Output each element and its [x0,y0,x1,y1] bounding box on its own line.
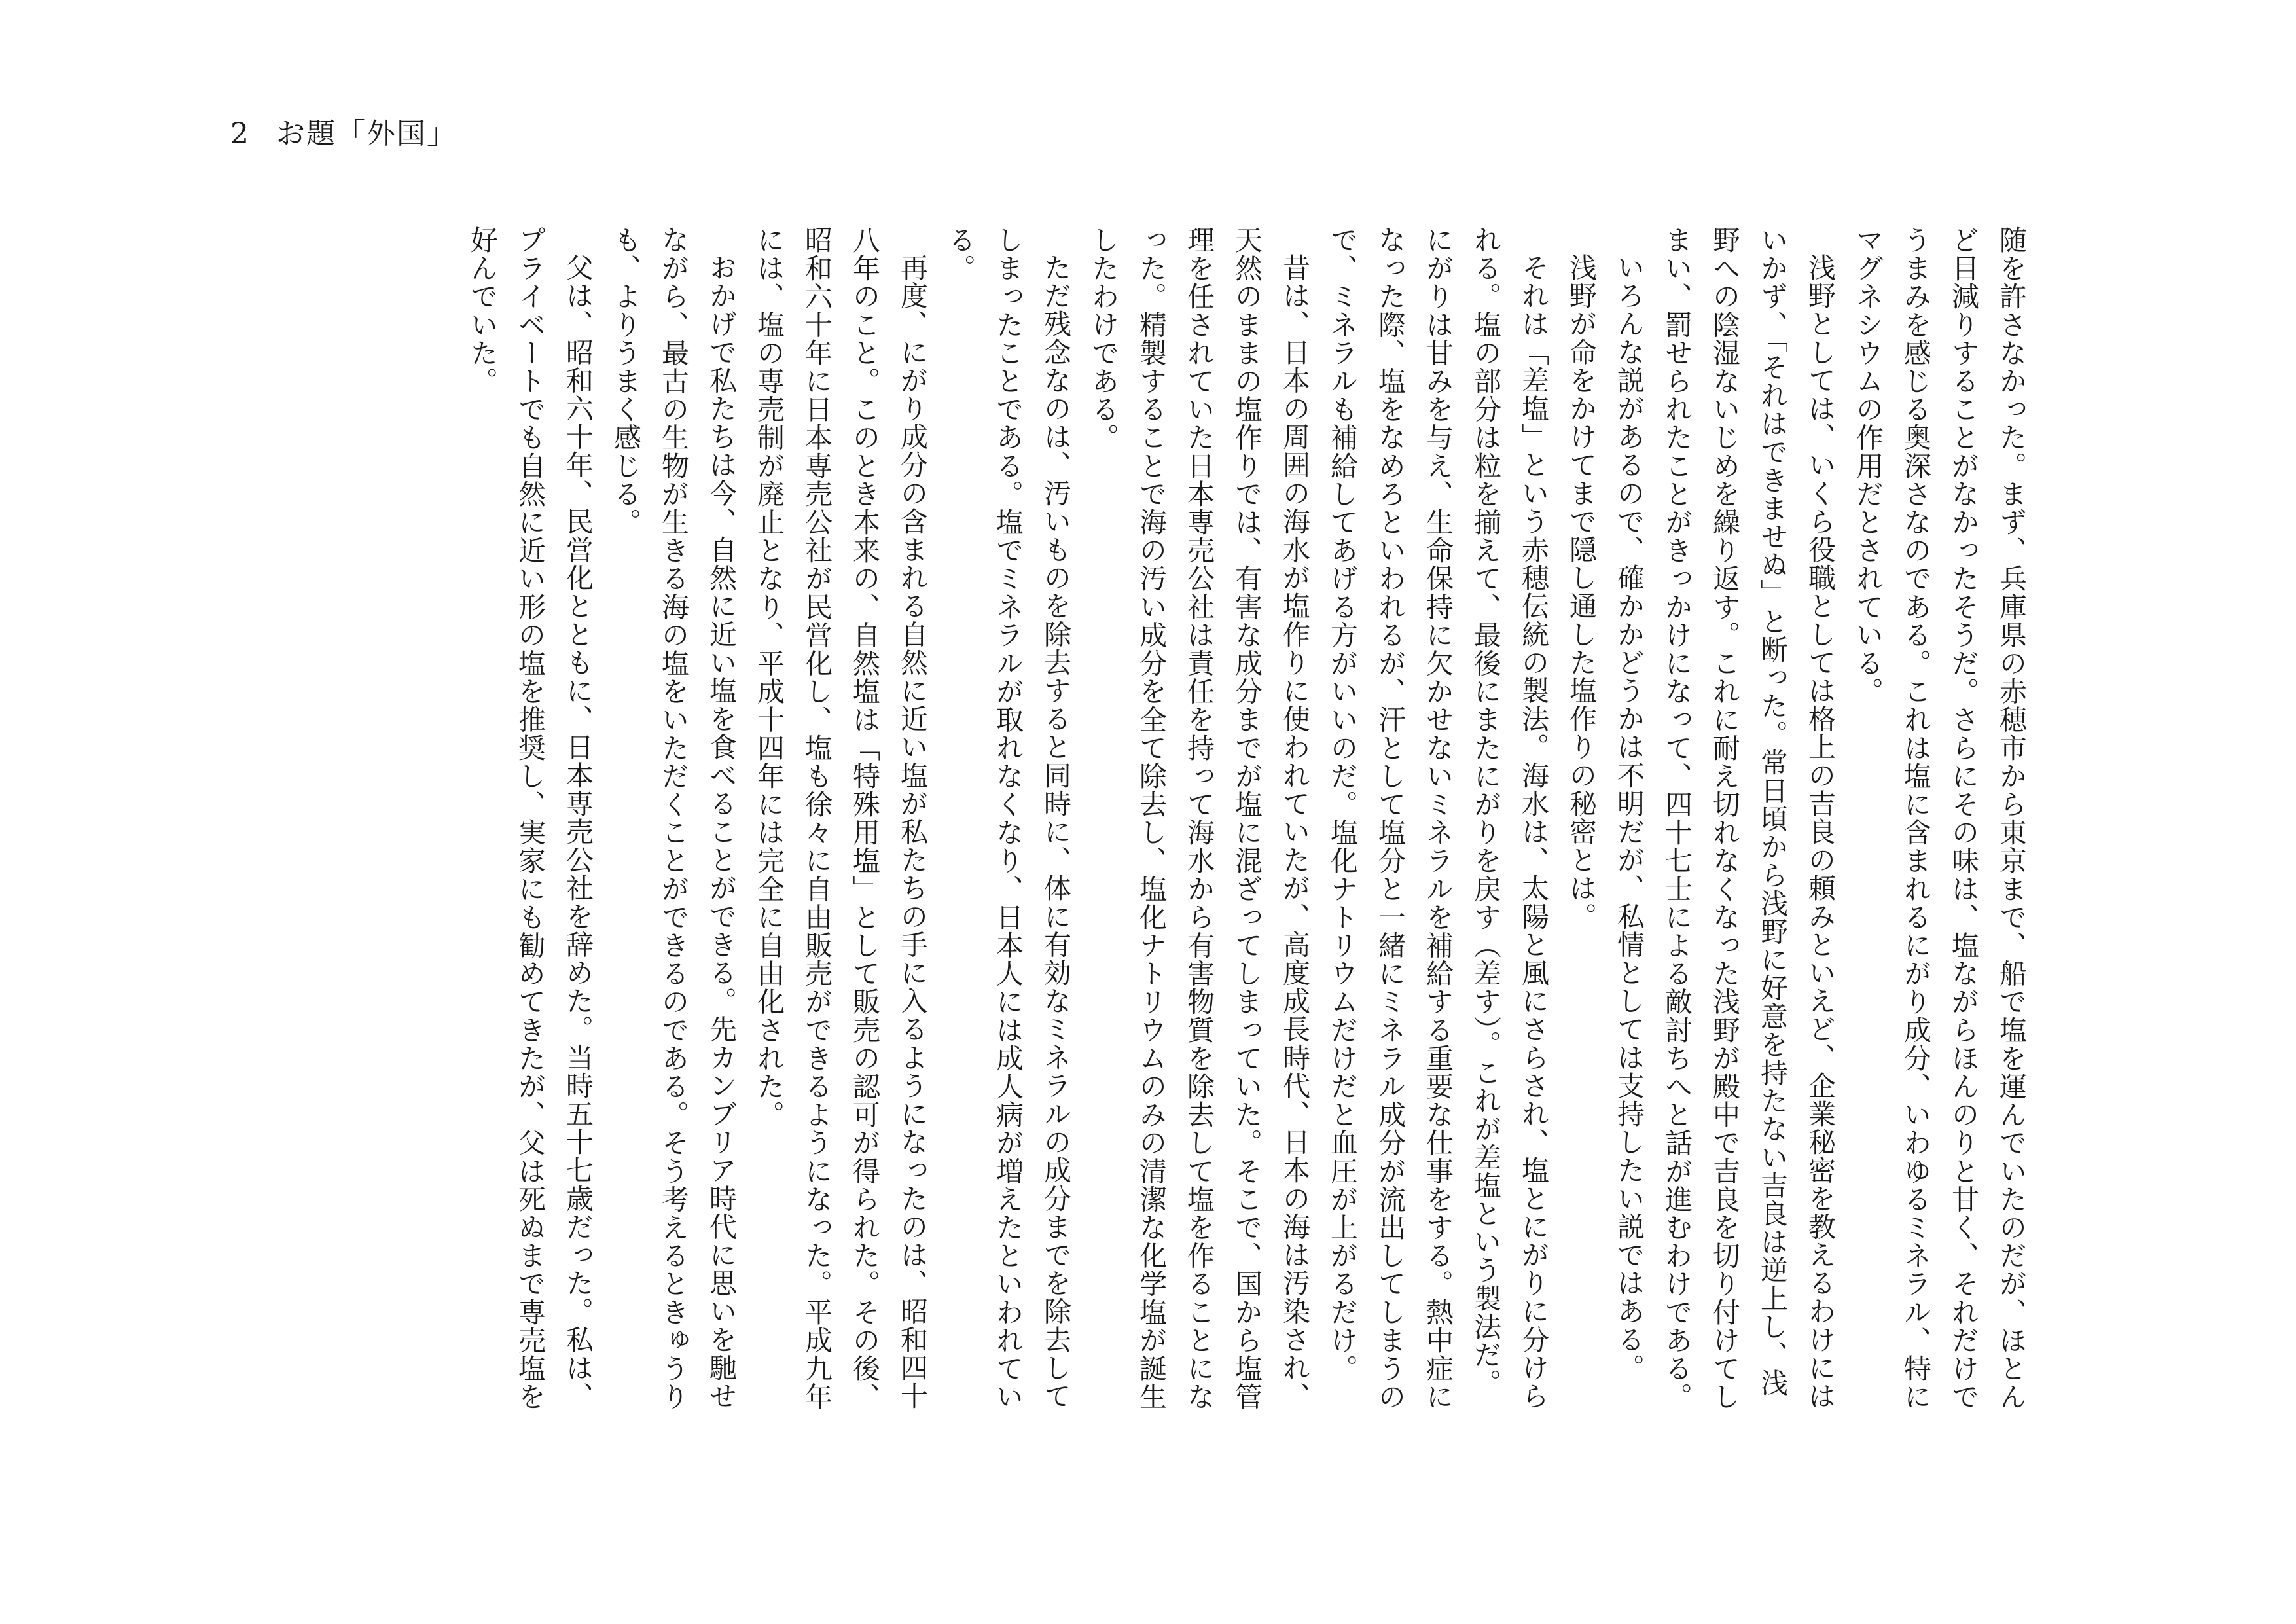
paragraph: おかげで私たちは今、自然に近い塩を食べることができる。先カンブリア時代に思いを馳せながら、最古の生物が生きる海の塩をいただくことができるのである。そう考えるときゅうりも、よりうまく感じる。 [610,226,738,1411]
paragraph: それは「差塩」という赤穂伝統の製法。海水は、太陽と風にさらされ、塩とにがりに分けられる。塩の部分は粒を揃えて、最後にまたにがりを戻す（差す）。これが差塩という製法だ。にがりは甘みを与え、生命保持に欠かせないミネラルを補給する重要な仕事をする。熱中症になった際、塩をなめろといわれるが、汗として塩分と一緒にミネラル成分が流出してしまうので、ミネラルも補給してあげる方がいいのだ。塩化ナトリウムだけだと血圧が上がるだけ。 [1327,226,1550,1411]
paragraph: 随を許さなかった。まず、兵庫県の赤穂市から東京まで、船で塩を運んでいたのだが、ほとんど目減りすることがなかったそうだ。さらにその味は、塩ながらほんのりと甘く、それだけでうまみを感じる奥深さなのである。これは塩に含まれるにがり成分、いわゆるミネラル、特にマグネシウムの作用だとされている。 [1852,226,2028,1411]
vertical-body-text [262,226,2036,1424]
paragraph: 浅野が命をかけてまで隠し通した塩作りの秘密とは。 [1566,253,1598,931]
paragraph: 浅野としては、いくら役職としては格上の吉良の頼みといえど、企業秘密を教えるわけにはいかず、「それはできませぬ」と断った。常日頃から浅野に好意を持たない吉良は逆上し、浅野への陰湿ないじめを繰り返す。これに耐え切れなくなった浅野が殿中で吉良を切り付けてしまい、罰せられたことがきっかけになって、四十七士による敵討ちへと話が進むわけである。 [1661,226,1837,1411]
chapter-title: お題「外国」 [276,117,457,151]
paragraph: 昔は、日本の周囲の海水が塩作りに使われていたが、高度成長時代、日本の海は汚染され、天然のままの塩作りでは、有害な成分までが塩に混ざってしまっていた。そこで、国から塩管理を任されていた日本専売公社は責任を持って海水から有害物質を除去して塩を作ることになった。精製することで海の汚い成分を全て除去し、塩化ナトリウムのみの清潔な化学塩が誕生したわけである。 [1088,226,1311,1411]
paragraph: ただ残念なのは、汚いものを除去すると同時に、体に有効なミネラルの成分までを除去してしまったことである。塩でミネラルが取れなくなり、日本人には成人病が増えたといわれている。 [944,226,1072,1411]
paragraph: いろんな説があるので、確かかどうかは不明だが、私情としては支持したい説ではある。 [1613,253,1645,1382]
page-number: 2 [230,117,250,151]
paragraph: 父は、昭和六十年、民営化とともに、日本専売公社を辞めた。当時五十七歳だった。私は、プライベートでも自然に近い形の塩を推奨し、実家にも勧めてきたが、父は死ぬまで専売塩を好んでいた。 [467,226,594,1411]
paragraph: 再度、にがり成分の含まれる自然に近い塩が私たちの手に入るようになったのは、昭和四十八年のこと。このとき本来の、自然塩は「特殊用塩」として販売の認可が得られた。その後、昭和六十年に日本専売公社が民営化し、塩も徐々に自由販売ができるようになった。平成九年には、塩の専売制が廃止となり、平成十四年には完全に自由化された。 [753,226,929,1411]
running-head [230,115,457,154]
